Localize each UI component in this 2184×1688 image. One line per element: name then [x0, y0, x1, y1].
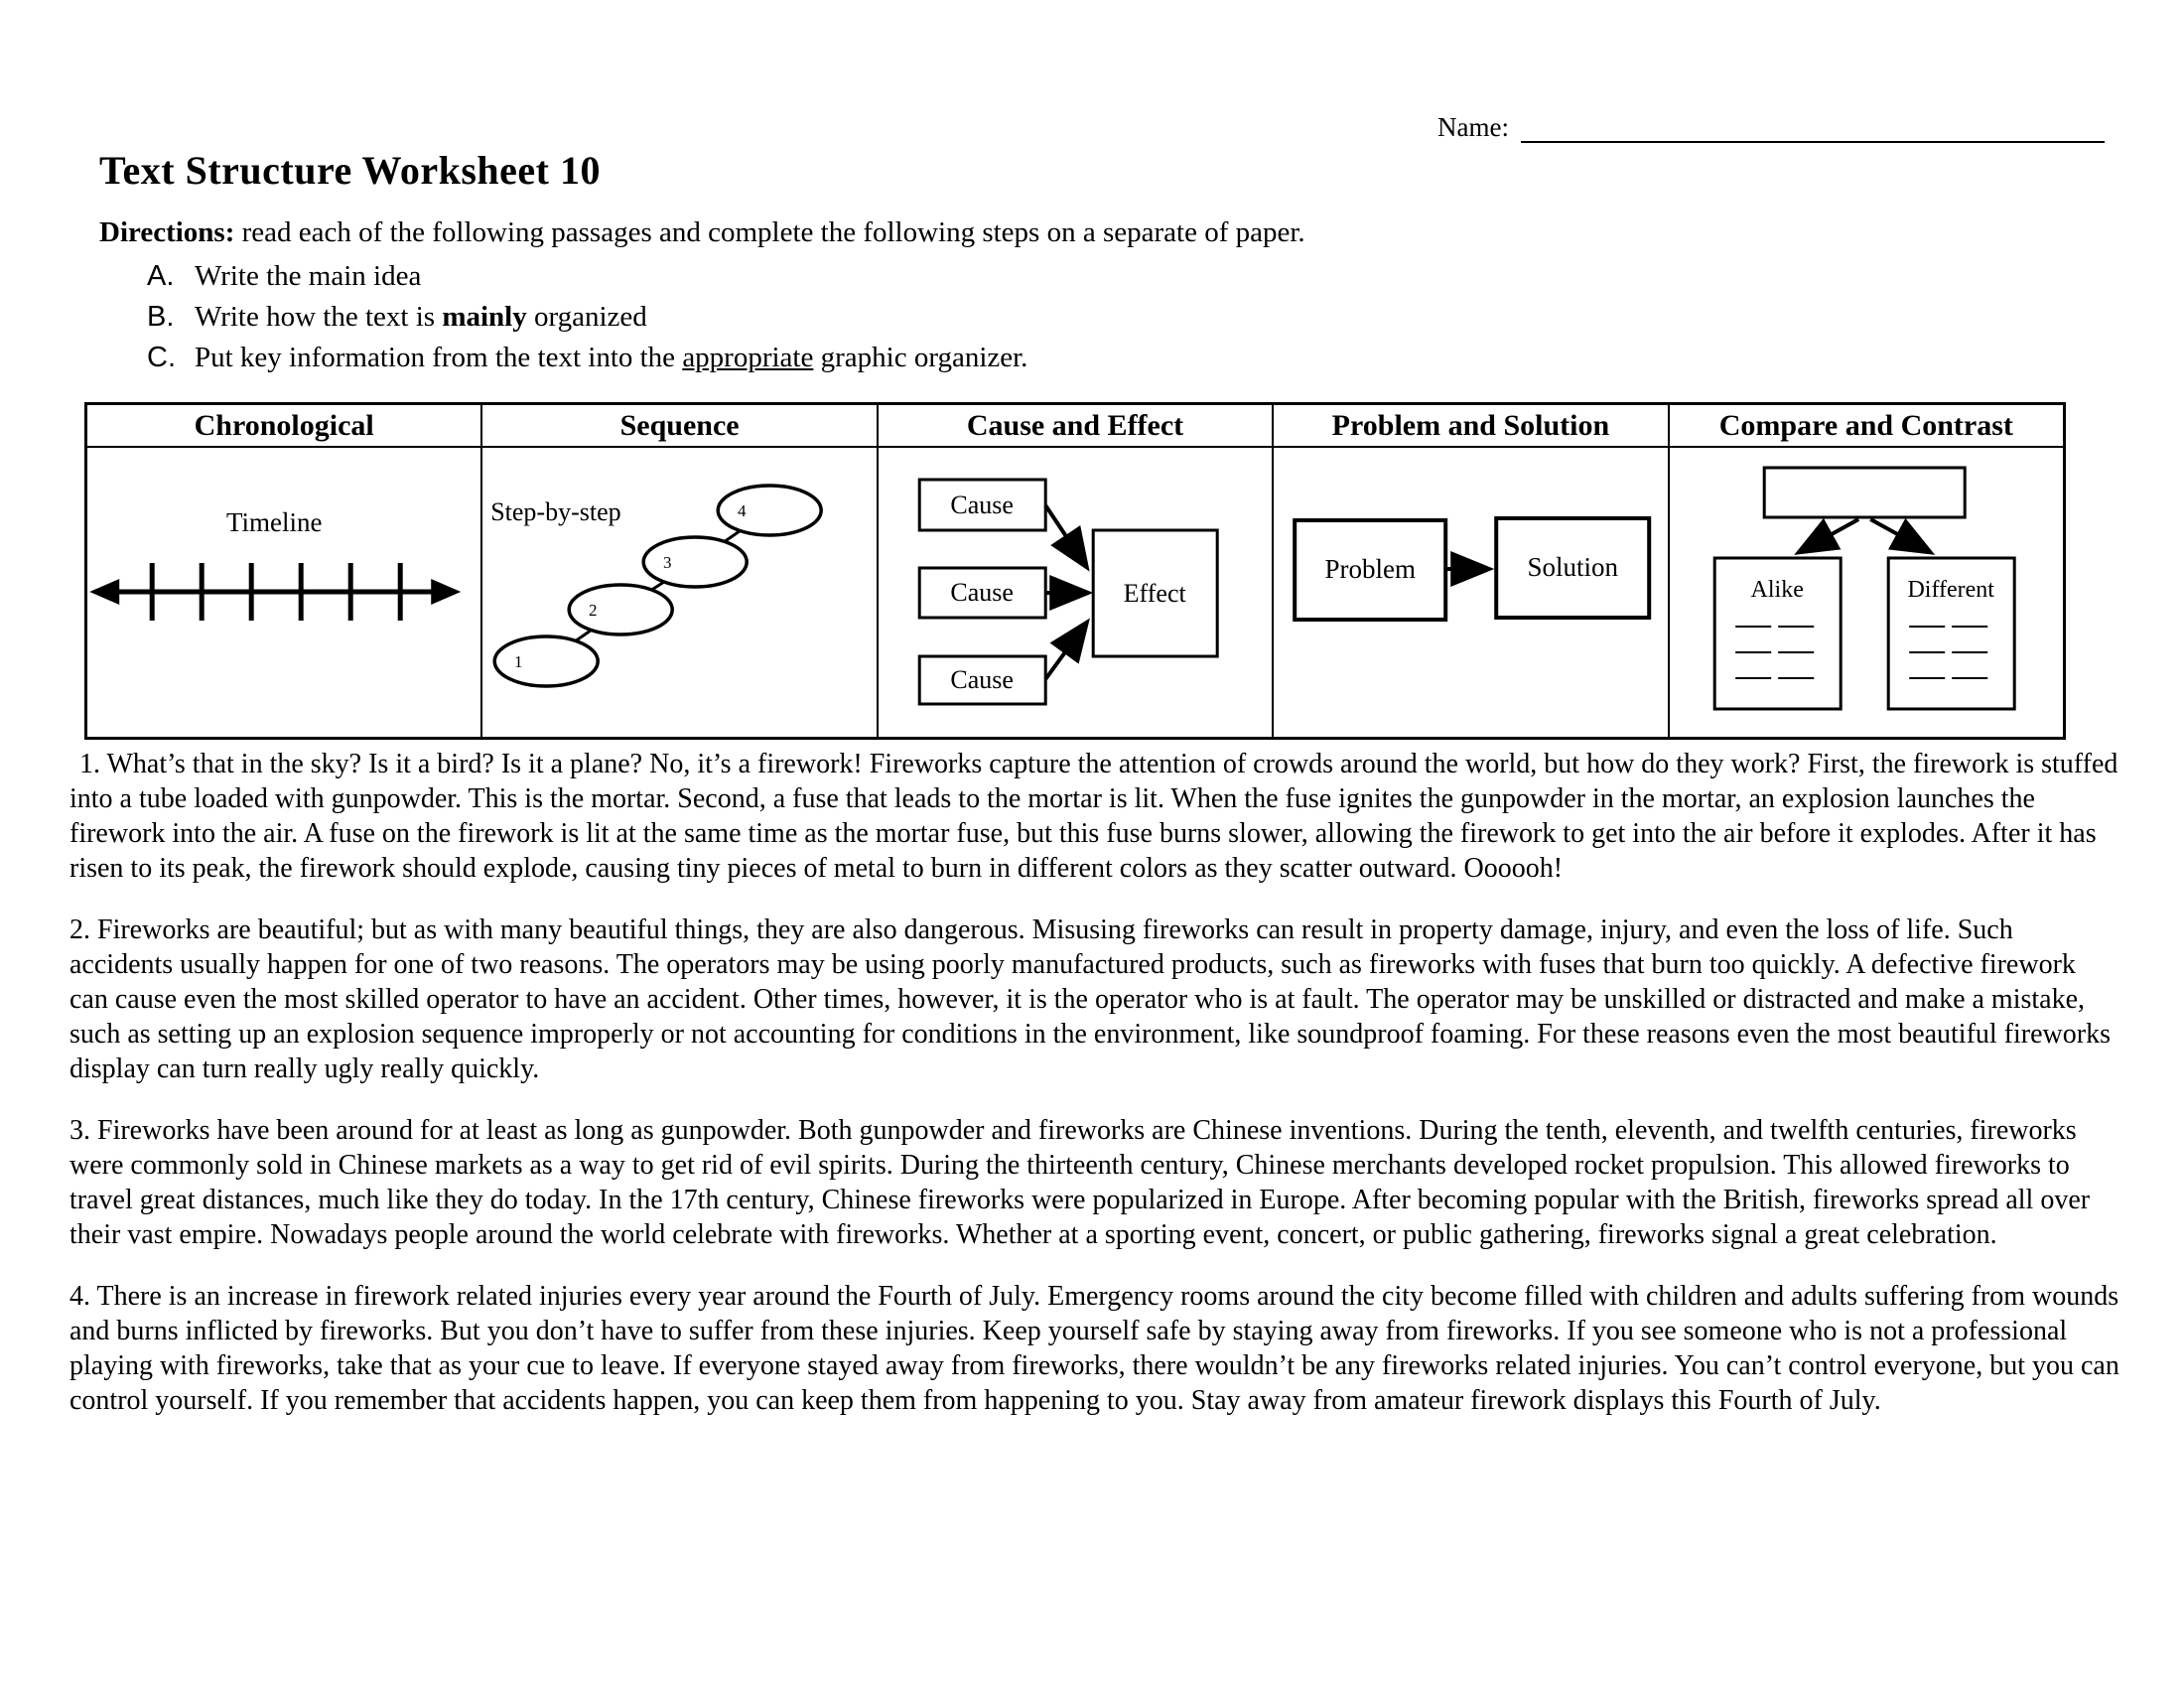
sequence-step-1: 1	[514, 652, 523, 671]
step-b-text: Write how the text is mainly organized	[195, 301, 647, 333]
directions-text: read each of the following passages and complete the following steps on a separate of paper.	[234, 216, 1305, 248]
passages-section	[69, 747, 2120, 1445]
alike-blank-lines	[1735, 627, 1816, 678]
cause-effect-graphic	[879, 448, 1272, 737]
cause-effect-arrows	[1045, 505, 1085, 679]
name-label: Name:	[1437, 112, 1509, 142]
cause-label-2: Cause	[950, 578, 1014, 607]
directions-steps	[147, 260, 1027, 382]
column-header-problem-solution: Problem and Solution	[1274, 405, 1667, 448]
step-b	[147, 301, 1027, 334]
column-problem-solution	[1274, 405, 1669, 737]
name-field-row	[1437, 109, 2105, 143]
directions-line	[99, 216, 1305, 249]
step-c-text: Put key information from the text into the appropriate graphic organizer.	[195, 342, 1028, 373]
column-sequence	[482, 405, 878, 737]
sequence-step-3: 3	[663, 553, 672, 572]
alike-label: Alike	[1750, 577, 1804, 603]
name-blank-line	[1521, 109, 2105, 143]
column-header-chronological: Chronological	[87, 405, 480, 448]
step-by-step-graphic	[482, 448, 876, 737]
problem-label: Problem	[1324, 554, 1417, 584]
column-header-compare-contrast: Compare and Contrast	[1670, 405, 2063, 448]
sequence-label: Step-by-step	[490, 497, 622, 526]
compare-contrast-graphic	[1670, 448, 2063, 737]
sequence-ellipse-1	[495, 636, 599, 686]
sequence-ellipse-3	[644, 537, 748, 587]
step-a-text: Write the main idea	[195, 260, 422, 292]
different-blank-lines	[1909, 627, 1989, 678]
passage-4: 4. There is an increase in firework related injuries every year around the Fourth of July. Emergency rooms around the city become filled with children and adults suffering from wounds and burns inflicted by fireworks. But you don’t have to suffer from these injuries. Keep yourself safe by staying away from fireworks. If you see someone who is not a professional playing with fireworks, take that as your cue to leave. If everyone stayed away from fireworks, there wouldn’t be any fireworks related injuries. You can’t control everyone, but you can control yourself. If you remember that accidents happen, you can keep them from happening to you. Stay away from amateur firework displays this Fourth of July.	[69, 1281, 2119, 1416]
timeline-right-arrowhead	[431, 579, 461, 605]
cause-label-1: Cause	[950, 491, 1014, 519]
problem-solution-graphic	[1274, 448, 1667, 737]
step-b-bold-word: mainly	[442, 301, 527, 333]
effect-label: Effect	[1123, 579, 1186, 608]
sequence-connectors	[547, 510, 770, 661]
timeline-left-arrowhead	[89, 579, 119, 605]
passage-2: 2. Fireworks are beautiful; but as with many beautiful things, they are also dangerous. Misusing fireworks can result in property damage, injury, and even the loss of life. Such accidents usually happen for one of two reasons. The operators may be using poorly manufactured products, such as fireworks with fuses that burn too quickly. A defective firework can cause even the most skilled operator to have an accident. Other times, however, it is the operator who is at fault. The operator may be unskilled or distracted and make a mistake, such as setting up an explosion sequence improperly or not accounting for conditions in the environment, like soundproof foaming. For these reasons even the most beautiful fireworks display can turn really ugly really quickly.	[69, 914, 2111, 1084]
sequence-step-2: 2	[589, 601, 598, 620]
timeline-graphic	[87, 448, 480, 737]
column-header-sequence: Sequence	[482, 405, 876, 448]
directions-label: Directions:	[99, 216, 235, 248]
page-title: Text Structure Worksheet 10	[99, 148, 601, 193]
step-a-letter: A.	[147, 260, 175, 292]
column-header-cause-effect: Cause and Effect	[879, 405, 1272, 448]
step-a	[147, 260, 1027, 293]
different-label: Different	[1907, 577, 1994, 603]
step-c-letter: C.	[147, 342, 176, 373]
timeline-label: Timeline	[225, 507, 323, 537]
step-c	[147, 342, 1027, 374]
sequence-step-4: 4	[738, 501, 747, 520]
column-cause-effect	[879, 405, 1274, 737]
topic-box	[1764, 468, 1965, 517]
column-chronological	[87, 405, 482, 737]
passage-1: 1. What’s that in the sky? Is it a bird? Is it a plane? No, it’s a firework! Fireworks capture the attention of crowds around the world, but how do they work? First, the firework is stuffed into a tube loaded with gunpowder. This is the mortar. Second, a fuse that leads to the mortar is lit. When the fuse ignites the gunpowder in the mortar, an explosion launches the firework into the air. A fuse on the firework is lit at the same time as the mortar fuse, but this fuse burns slower, allowing the firework to get into the air before it explodes. After it has risen to its peak, the firework should explode, causing tiny pieces of metal to burn in different colors as they scatter outward. Oooooh!	[69, 749, 2118, 884]
column-compare-contrast	[1670, 405, 2063, 737]
graphic-organizer-table	[84, 402, 2066, 740]
step-c-underlined-word: appropriate	[682, 342, 814, 373]
solution-label: Solution	[1527, 552, 1619, 582]
cause-label-3: Cause	[950, 665, 1014, 694]
sequence-ellipse-2	[570, 585, 673, 634]
step-b-letter: B.	[147, 301, 175, 333]
compare-contrast-arrows	[1801, 519, 1928, 551]
passage-3: 3. Fireworks have been around for at least as long as gunpowder. Both gunpowder and fireworks are Chinese inventions. During the tenth, eleventh, and twelfth centuries, fireworks were commonly sold in Chinese markets as a way to get rid of evil spirits. During the thirteenth century, Chinese merchants developed rocket propulsion. This allowed fireworks to travel great distances, much like they do today. In the 17th century, Chinese fireworks were popularized in Europe. After becoming popular with the British, fireworks spread all over their vast empire. Nowadays people around the world celebrate with fireworks. Whether at a sporting event, concert, or public gathering, fireworks signal a great celebration.	[69, 1115, 2091, 1250]
sequence-ellipse-4	[719, 486, 822, 535]
